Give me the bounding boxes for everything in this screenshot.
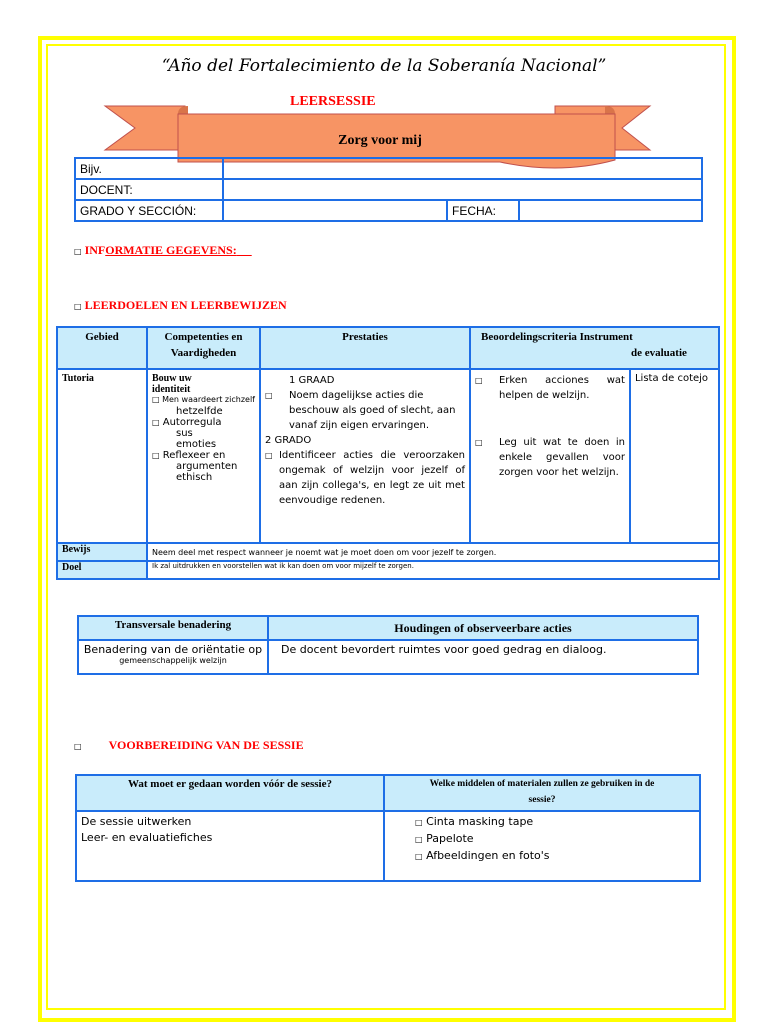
grado-value[interactable]	[223, 200, 447, 221]
list-item: □ Cinta masking tape	[415, 815, 534, 828]
section-voorbereiding: □ VOORBEREIDING VAN DE SESSIE	[74, 738, 304, 752]
list-item: De sessie uitwerken	[81, 815, 192, 828]
gebied-value: Tutoria	[57, 369, 147, 543]
row-label-grado: GRADO Y SECCIÓN:	[75, 200, 223, 221]
motto: “Año del Fortalecimiento de la Soberanía Nacional”	[161, 56, 607, 76]
transversal-cell-2: De docent bevordert ruimtes voor goed gedrag en dialoog.	[268, 640, 698, 674]
docent-value[interactable]	[223, 179, 702, 200]
prep-header-2: Welke middelen of materialen zullen ze gebruiken in de sessie?	[384, 775, 700, 811]
ribbon-banner	[0, 0, 768, 180]
competenties-cell: Bouw uw identiteit □ Men waardeert zichzelf hetzelfde □ Autorregula sus emoties □ Reflexeer en argumenten ethisch	[147, 369, 260, 543]
list-item: □ Afbeeldingen en foto's	[415, 849, 550, 862]
col-criteria: Beoordelingscriteria Instrument de evaluatie	[470, 327, 719, 369]
fecha-value[interactable]	[519, 200, 702, 221]
prep-right-cell	[384, 811, 700, 881]
list-item: □ Papelote	[415, 832, 474, 845]
goals-table	[56, 326, 720, 580]
bewijs-text: Neem deel met respect wanneer je noemt wat je moet doen om voor jezelf te zorgen.	[147, 543, 719, 561]
doel-label: Doel	[57, 561, 147, 579]
prep-table	[75, 774, 701, 882]
prep-header-1: Wat moet er gedaan worden vóór de sessie?	[76, 775, 384, 811]
bijv-value[interactable]	[223, 158, 702, 179]
instrument-cell: Lista de cotejo	[630, 369, 719, 543]
criteria-cell: □ Erken acciones wat helpen de welzijn. □ Leg uit wat te doen in enkele gevallen voor zorgen voor het welzijn.	[470, 369, 630, 543]
section-informatie: □ INFORMATIE GEGEVENS:	[74, 243, 237, 257]
transversal-header-2: Houdingen of observeerbare acties	[268, 616, 698, 640]
banner-title: LEERSESSIE	[290, 94, 376, 109]
header-info-table	[74, 157, 703, 222]
row-label-fecha: FECHA:	[447, 200, 519, 221]
section-leerdoelen: □ LEERDOELEN EN LEERBEWIJZEN	[74, 298, 287, 312]
ribbon-text: Zorg voor mij	[338, 133, 422, 148]
col-competenties: Competenties en Vaardigheden	[147, 327, 260, 369]
row-label-bijv: Bijv.	[75, 158, 223, 179]
bewijs-label: Bewijs	[57, 543, 147, 561]
prep-left-cell	[76, 811, 384, 881]
list-item: Leer- en evaluatiefiches	[81, 831, 213, 844]
transversal-table	[77, 615, 699, 675]
transversal-cell-1: Benadering van de oriëntatie op gemeenschappelijk welzijn	[78, 640, 268, 674]
prestaties-cell: 1 GRAAD □ Noem dagelijkse acties die beschouw als goed of slecht, aan vanaf zijn eigen ervaringen. 2 GRADO □ Identificeer acties die veroorzaken ongemak of welzijn voor jezelf of aan zijn collega's, en legt ze uit met eenvoudige redenen.	[260, 369, 470, 543]
col-gebied: Gebied	[57, 327, 147, 369]
row-label-docent: DOCENT:	[75, 179, 223, 200]
col-prestaties: Prestaties	[260, 327, 470, 369]
doel-text: Ik zal uitdrukken en voorstellen wat ik kan doen om voor mijzelf te zorgen.	[147, 561, 719, 579]
transversal-header-1: Transversale benadering	[78, 616, 268, 640]
